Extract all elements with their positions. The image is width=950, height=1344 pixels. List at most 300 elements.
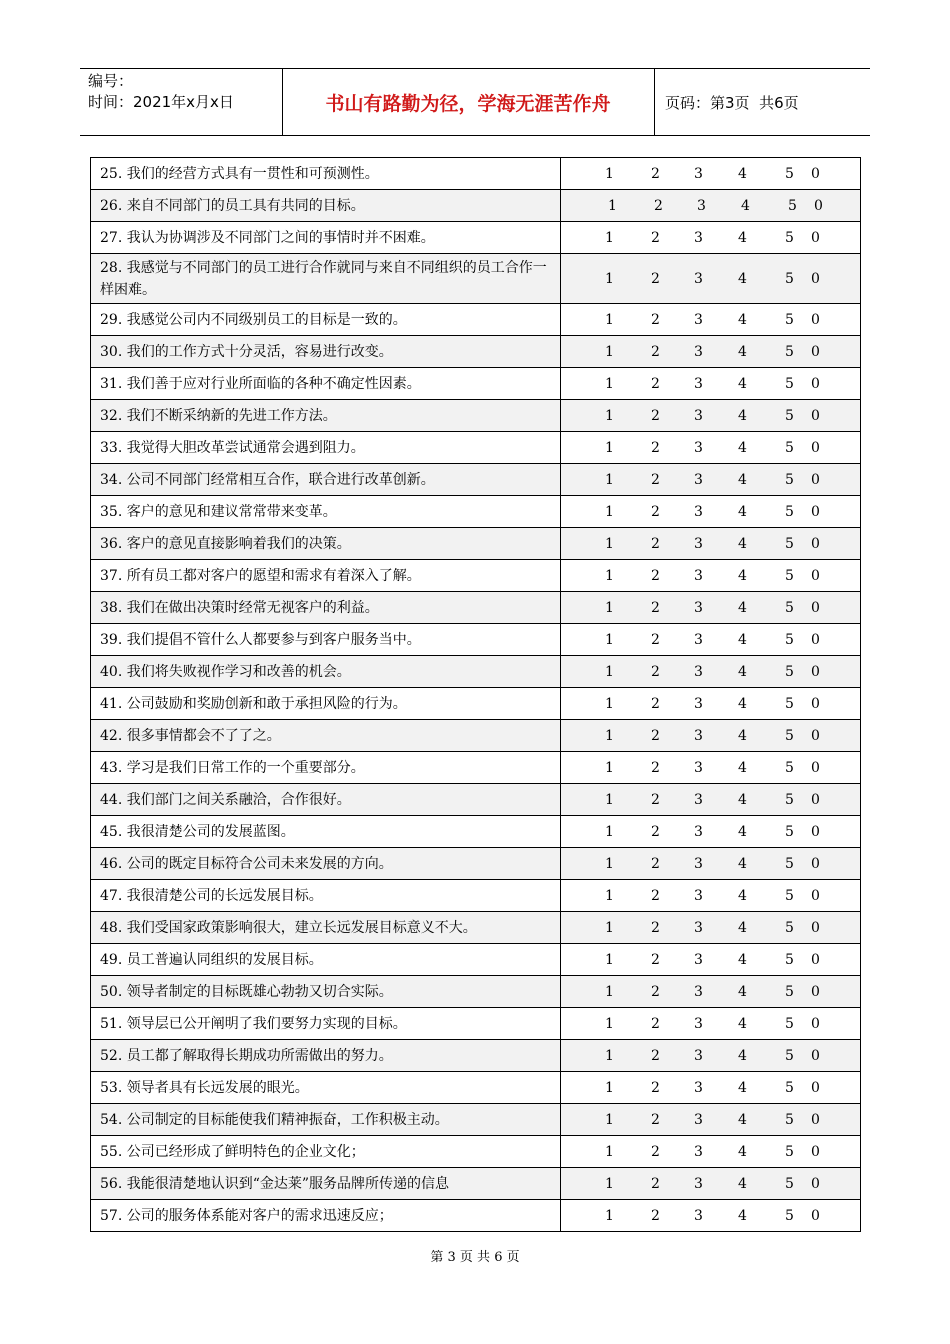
question-number: 33. <box>100 439 123 456</box>
rating-option[interactable]: 2 <box>651 919 660 936</box>
question-text: 员工都了解取得长期成功所需做出的努力。 <box>126 1047 393 1064</box>
rating-option[interactable]: 1 <box>605 791 614 808</box>
rating-option[interactable]: 4 <box>738 951 747 968</box>
rating-option[interactable]: 1 <box>605 1015 614 1032</box>
rating-option[interactable]: 5 <box>788 197 797 214</box>
rating-scale <box>561 368 861 400</box>
table-row <box>91 528 861 560</box>
rating-option[interactable]: 1 <box>605 503 614 520</box>
table-row <box>91 688 861 720</box>
rating-option[interactable]: 2 <box>651 1175 660 1192</box>
rating-option[interactable]: 3 <box>694 855 703 872</box>
rating-option[interactable]: 0 <box>811 1047 820 1064</box>
question-number: 41. <box>100 695 123 712</box>
question-text: 很多事情都会不了了之。 <box>126 727 281 744</box>
rating-option[interactable]: 1 <box>605 471 614 488</box>
rating-option[interactable]: 1 <box>605 1047 614 1064</box>
question-number: 55. <box>100 1143 123 1160</box>
rating-option[interactable]: 5 <box>785 311 794 328</box>
rating-option[interactable]: 1 <box>605 631 614 648</box>
rating-option[interactable]: 0 <box>811 855 820 872</box>
rating-option[interactable]: 5 <box>785 407 794 424</box>
rating-option[interactable]: 4 <box>738 791 747 808</box>
rating-option[interactable]: 1 <box>605 1175 614 1192</box>
rating-option[interactable]: 0 <box>811 439 820 456</box>
rating-scale <box>561 1072 861 1104</box>
rating-scale <box>561 976 861 1008</box>
rating-option[interactable]: 5 <box>785 439 794 456</box>
rating-option[interactable]: 1 <box>605 727 614 744</box>
question-cell <box>91 1200 561 1232</box>
rating-option[interactable]: 0 <box>811 503 820 520</box>
rating-option[interactable]: 5 <box>785 631 794 648</box>
question-number: 45. <box>100 823 123 840</box>
rating-option[interactable]: 4 <box>738 567 747 584</box>
question-cell <box>91 336 561 368</box>
table-row <box>91 1008 861 1040</box>
rating-option[interactable]: 3 <box>697 197 706 214</box>
rating-option[interactable]: 0 <box>811 663 820 680</box>
table-row <box>91 944 861 976</box>
rating-option[interactable]: 5 <box>785 1143 794 1160</box>
question-text: 公司已经形成了鲜明特色的企业文化； <box>126 1143 365 1160</box>
rating-option[interactable]: 4 <box>738 631 747 648</box>
rating-option[interactable]: 4 <box>738 727 747 744</box>
rating-option[interactable]: 5 <box>785 791 794 808</box>
rating-option[interactable]: 2 <box>651 439 660 456</box>
rating-option[interactable]: 1 <box>605 1207 614 1224</box>
question-text: 客户的意见直接影响着我们的决策。 <box>126 535 351 552</box>
rating-scale <box>561 1040 861 1072</box>
rating-option[interactable]: 1 <box>605 343 614 360</box>
table-row <box>91 464 861 496</box>
rating-option[interactable]: 3 <box>694 503 703 520</box>
rating-option[interactable]: 2 <box>651 229 660 246</box>
rating-option[interactable]: 3 <box>694 1015 703 1032</box>
rating-option[interactable]: 5 <box>785 229 794 246</box>
rating-option[interactable]: 0 <box>811 1175 820 1192</box>
rating-scale <box>561 944 861 976</box>
rating-option[interactable]: 3 <box>694 1207 703 1224</box>
rating-option[interactable]: 1 <box>605 1143 614 1160</box>
rating-scale <box>561 432 861 464</box>
rating-option[interactable]: 2 <box>651 165 660 182</box>
rating-option[interactable]: 3 <box>694 439 703 456</box>
question-number: 57. <box>100 1207 123 1224</box>
rating-option[interactable]: 3 <box>694 407 703 424</box>
rating-option[interactable]: 3 <box>694 759 703 776</box>
rating-option[interactable]: 5 <box>785 1175 794 1192</box>
rating-option[interactable]: 5 <box>785 919 794 936</box>
rating-option[interactable]: 5 <box>785 503 794 520</box>
question-text: 我们不断采纳新的先进工作方法。 <box>126 407 337 424</box>
question-cell <box>91 688 561 720</box>
rating-option[interactable]: 3 <box>694 535 703 552</box>
rating-option[interactable]: 1 <box>605 695 614 712</box>
rating-option[interactable]: 2 <box>651 663 660 680</box>
rating-option[interactable]: 2 <box>651 599 660 616</box>
rating-option[interactable]: 3 <box>694 270 703 287</box>
rating-option[interactable]: 1 <box>605 229 614 246</box>
rating-scale <box>561 254 861 304</box>
question-text: 我能很清楚地认识到“金达莱”服务品牌所传递的信息 <box>126 1175 450 1192</box>
table-row <box>91 1040 861 1072</box>
rating-option[interactable]: 0 <box>811 375 820 392</box>
rating-option[interactable]: 5 <box>785 270 794 287</box>
rating-option[interactable]: 4 <box>738 1015 747 1032</box>
rating-option[interactable]: 0 <box>811 695 820 712</box>
rating-option[interactable]: 4 <box>738 663 747 680</box>
rating-option[interactable]: 3 <box>694 165 703 182</box>
rating-option[interactable]: 0 <box>811 919 820 936</box>
rating-option[interactable]: 4 <box>738 1111 747 1128</box>
rating-option[interactable]: 1 <box>605 375 614 392</box>
question-cell <box>91 560 561 592</box>
rating-option[interactable]: 5 <box>785 165 794 182</box>
question-cell <box>91 1168 561 1200</box>
rating-option[interactable]: 0 <box>811 951 820 968</box>
rating-option[interactable]: 0 <box>811 823 820 840</box>
table-row <box>91 1104 861 1136</box>
question-cell <box>91 1072 561 1104</box>
rating-option[interactable]: 4 <box>738 823 747 840</box>
rating-scale <box>561 784 861 816</box>
question-number: 25. <box>100 165 123 182</box>
rating-option[interactable]: 3 <box>694 375 703 392</box>
rating-option[interactable]: 1 <box>605 823 614 840</box>
question-cell <box>91 944 561 976</box>
rating-option[interactable]: 1 <box>608 197 617 214</box>
rating-option[interactable]: 0 <box>811 631 820 648</box>
question-number: 53. <box>100 1079 123 1096</box>
question-text: 来自不同部门的员工具有共同的目标。 <box>126 197 365 214</box>
rating-option[interactable]: 1 <box>605 759 614 776</box>
rating-option[interactable]: 1 <box>605 663 614 680</box>
question-text: 我感觉与不同部门的员工进行合作就同与来自不同组织的员工合作一样困难。 <box>100 259 547 298</box>
question-text: 我们受国家政策影响很大，建立长远发展目标意义不大。 <box>126 919 477 936</box>
rating-option[interactable]: 0 <box>811 727 820 744</box>
question-number: 29. <box>100 311 123 328</box>
rating-option[interactable]: 3 <box>694 983 703 1000</box>
rating-option[interactable]: 2 <box>651 270 660 287</box>
question-cell <box>91 880 561 912</box>
question-text: 我很清楚公司的长远发展目标。 <box>126 887 323 904</box>
rating-option[interactable]: 0 <box>811 791 820 808</box>
rating-option[interactable]: 2 <box>651 343 660 360</box>
rating-option[interactable]: 4 <box>738 919 747 936</box>
rating-option[interactable]: 2 <box>654 197 663 214</box>
question-number: 49. <box>100 951 123 968</box>
rating-option[interactable]: 5 <box>785 375 794 392</box>
rating-option[interactable]: 0 <box>811 887 820 904</box>
rating-option[interactable]: 4 <box>738 1143 747 1160</box>
rating-option[interactable]: 2 <box>651 503 660 520</box>
rating-option[interactable]: 4 <box>738 1079 747 1096</box>
rating-option[interactable]: 0 <box>811 759 820 776</box>
rating-option[interactable]: 0 <box>811 229 820 246</box>
rating-option[interactable]: 2 <box>651 887 660 904</box>
rating-option[interactable]: 5 <box>785 1207 794 1224</box>
rating-option[interactable]: 4 <box>738 887 747 904</box>
rating-option[interactable]: 0 <box>811 471 820 488</box>
rating-option[interactable]: 4 <box>738 855 747 872</box>
rating-option[interactable]: 1 <box>605 270 614 287</box>
table-row <box>91 560 861 592</box>
table-row <box>91 190 861 222</box>
rating-option[interactable]: 2 <box>651 407 660 424</box>
rating-option[interactable]: 2 <box>651 823 660 840</box>
question-text: 公司制定的目标能使我们精神振奋，工作积极主动。 <box>126 1111 449 1128</box>
rating-option[interactable]: 4 <box>738 535 747 552</box>
rating-option[interactable]: 5 <box>785 1047 794 1064</box>
rating-option[interactable]: 3 <box>694 229 703 246</box>
rating-option[interactable]: 2 <box>651 1015 660 1032</box>
question-text: 我们善于应对行业所面临的各种不确定性因素。 <box>126 375 421 392</box>
rating-option[interactable]: 1 <box>605 165 614 182</box>
table-row <box>91 1168 861 1200</box>
rating-scale <box>561 720 861 752</box>
question-text: 我感觉公司内不同级别员工的目标是一致的。 <box>126 311 407 328</box>
rating-option[interactable]: 5 <box>785 1015 794 1032</box>
rating-option[interactable]: 1 <box>605 855 614 872</box>
question-cell <box>91 158 561 190</box>
table-row <box>91 1072 861 1104</box>
rating-option[interactable]: 0 <box>811 165 820 182</box>
rating-option[interactable]: 1 <box>605 407 614 424</box>
rating-option[interactable]: 2 <box>651 727 660 744</box>
rating-option[interactable]: 2 <box>651 759 660 776</box>
rating-option[interactable]: 5 <box>785 343 794 360</box>
rating-option[interactable]: 4 <box>741 197 750 214</box>
rating-option[interactable]: 3 <box>694 695 703 712</box>
table-row <box>91 752 861 784</box>
question-number: 44. <box>100 791 123 808</box>
rating-option[interactable]: 2 <box>651 1079 660 1096</box>
rating-option[interactable]: 3 <box>694 631 703 648</box>
rating-option[interactable]: 3 <box>694 951 703 968</box>
rating-option[interactable]: 3 <box>694 471 703 488</box>
table-row <box>91 880 861 912</box>
rating-scale <box>561 528 861 560</box>
rating-option[interactable]: 5 <box>785 1111 794 1128</box>
rating-scale <box>561 336 861 368</box>
rating-option[interactable]: 5 <box>785 567 794 584</box>
rating-option[interactable]: 4 <box>738 471 747 488</box>
rating-option[interactable]: 5 <box>785 471 794 488</box>
question-number: 56. <box>100 1175 123 1192</box>
rating-option[interactable]: 2 <box>651 983 660 1000</box>
rating-option[interactable]: 0 <box>811 1207 820 1224</box>
rating-option[interactable]: 1 <box>605 439 614 456</box>
rating-scale <box>561 1136 861 1168</box>
document-date: 时间：2021年x月x日 <box>88 93 234 111</box>
rating-scale <box>561 222 861 254</box>
table-row <box>91 720 861 752</box>
header-meta <box>88 71 234 113</box>
rating-option[interactable]: 1 <box>605 919 614 936</box>
rating-option[interactable]: 5 <box>785 983 794 1000</box>
table-row <box>91 496 861 528</box>
rating-option[interactable]: 3 <box>694 1111 703 1128</box>
rating-option[interactable]: 0 <box>811 535 820 552</box>
rating-option[interactable]: 0 <box>811 1143 820 1160</box>
rating-option[interactable]: 5 <box>785 1079 794 1096</box>
rating-option[interactable]: 3 <box>694 727 703 744</box>
rating-option[interactable]: 2 <box>651 535 660 552</box>
rating-option[interactable]: 2 <box>651 855 660 872</box>
rating-option[interactable]: 3 <box>694 343 703 360</box>
rating-option[interactable]: 1 <box>605 311 614 328</box>
rating-option[interactable]: 5 <box>785 663 794 680</box>
question-number: 27. <box>100 229 123 246</box>
question-text: 我们的工作方式十分灵活，容易进行改变。 <box>126 343 393 360</box>
question-text: 我认为协调涉及不同部门之间的事情时并不困难。 <box>126 229 435 246</box>
rating-option[interactable]: 1 <box>605 567 614 584</box>
question-number: 28. <box>100 259 123 276</box>
rating-option[interactable]: 2 <box>651 695 660 712</box>
rating-option[interactable]: 0 <box>811 983 820 1000</box>
rating-option[interactable]: 5 <box>785 599 794 616</box>
rating-scale <box>561 304 861 336</box>
rating-option[interactable]: 2 <box>651 1143 660 1160</box>
question-cell <box>91 592 561 624</box>
question-cell <box>91 190 561 222</box>
page-footer: 第 3 页 共 6 页 <box>430 1250 520 1265</box>
question-cell <box>91 400 561 432</box>
rating-option[interactable]: 5 <box>785 727 794 744</box>
rating-option[interactable]: 2 <box>651 791 660 808</box>
rating-option[interactable]: 4 <box>738 503 747 520</box>
question-text: 领导者制定的目标既雄心勃勃又切合实际。 <box>126 983 393 1000</box>
question-cell <box>91 720 561 752</box>
rating-option[interactable]: 4 <box>738 599 747 616</box>
rating-option[interactable]: 0 <box>811 567 820 584</box>
rating-option[interactable]: 4 <box>738 1207 747 1224</box>
rating-option[interactable]: 3 <box>694 311 703 328</box>
rating-option[interactable]: 4 <box>738 311 747 328</box>
question-cell <box>91 254 561 304</box>
rating-option[interactable]: 3 <box>694 663 703 680</box>
question-number: 30. <box>100 343 123 360</box>
rating-option[interactable]: 5 <box>785 759 794 776</box>
rating-option[interactable]: 1 <box>605 535 614 552</box>
question-number: 46. <box>100 855 123 872</box>
rating-option[interactable]: 2 <box>651 631 660 648</box>
question-text: 我们的经营方式具有一贯性和可预测性。 <box>126 165 379 182</box>
rating-option[interactable]: 4 <box>738 983 747 1000</box>
rating-scale <box>561 1200 861 1232</box>
rating-scale <box>561 400 861 432</box>
question-text: 员工普遍认同组织的发展目标。 <box>126 951 323 968</box>
rating-option[interactable]: 0 <box>811 1015 820 1032</box>
rating-option[interactable]: 3 <box>694 791 703 808</box>
rating-option[interactable]: 1 <box>605 887 614 904</box>
question-cell <box>91 752 561 784</box>
table-row <box>91 592 861 624</box>
rating-option[interactable]: 1 <box>605 951 614 968</box>
rating-option[interactable]: 5 <box>785 887 794 904</box>
rating-option[interactable]: 1 <box>605 1111 614 1128</box>
rating-option[interactable]: 5 <box>785 535 794 552</box>
rating-option[interactable]: 4 <box>738 759 747 776</box>
rating-scale <box>561 464 861 496</box>
question-number: 54. <box>100 1111 123 1128</box>
rating-option[interactable]: 4 <box>738 407 747 424</box>
rating-option[interactable]: 5 <box>785 823 794 840</box>
rating-option[interactable]: 3 <box>694 1079 703 1096</box>
question-text: 我觉得大胆改革尝试通常会遇到阻力。 <box>126 439 365 456</box>
rating-option[interactable]: 2 <box>651 1207 660 1224</box>
rating-option[interactable]: 0 <box>811 1079 820 1096</box>
table-row <box>91 1136 861 1168</box>
rating-option[interactable]: 4 <box>738 229 747 246</box>
rating-option[interactable]: 3 <box>694 887 703 904</box>
question-number: 52. <box>100 1047 123 1064</box>
rating-option[interactable]: 0 <box>811 311 820 328</box>
rating-option[interactable]: 4 <box>738 439 747 456</box>
question-number: 34. <box>100 471 123 488</box>
question-text: 学习是我们日常工作的一个重要部分。 <box>126 759 365 776</box>
rating-option[interactable]: 3 <box>694 1175 703 1192</box>
rating-option[interactable]: 1 <box>605 599 614 616</box>
rating-option[interactable]: 5 <box>785 951 794 968</box>
question-text: 公司不同部门经常相互合作，联合进行改革创新。 <box>126 471 435 488</box>
rating-option[interactable]: 3 <box>694 1143 703 1160</box>
rating-option[interactable]: 5 <box>785 695 794 712</box>
rating-option[interactable]: 2 <box>651 375 660 392</box>
rating-option[interactable]: 2 <box>651 1111 660 1128</box>
rating-scale <box>561 688 861 720</box>
rating-option[interactable]: 2 <box>651 567 660 584</box>
rating-option[interactable]: 0 <box>811 343 820 360</box>
rating-option[interactable]: 0 <box>811 407 820 424</box>
question-text: 我很清楚公司的发展蓝图。 <box>126 823 295 840</box>
rating-option[interactable]: 4 <box>738 1047 747 1064</box>
rating-option[interactable]: 4 <box>738 270 747 287</box>
rating-option[interactable]: 5 <box>785 855 794 872</box>
question-text: 我们提倡不管什么人都要参与到客户服务当中。 <box>126 631 421 648</box>
rating-option[interactable]: 0 <box>814 197 823 214</box>
rating-option[interactable]: 2 <box>651 311 660 328</box>
rating-option[interactable]: 1 <box>605 983 614 1000</box>
rating-option[interactable]: 4 <box>738 165 747 182</box>
rating-option[interactable]: 2 <box>651 951 660 968</box>
rating-option[interactable]: 2 <box>651 471 660 488</box>
rating-option[interactable]: 3 <box>694 823 703 840</box>
rating-option[interactable]: 0 <box>811 599 820 616</box>
rating-option[interactable]: 4 <box>738 375 747 392</box>
rating-option[interactable]: 3 <box>694 599 703 616</box>
rating-option[interactable]: 0 <box>811 270 820 287</box>
rating-option[interactable]: 3 <box>694 1047 703 1064</box>
page-header <box>80 68 870 136</box>
question-text: 客户的意见和建议常常带来变革。 <box>126 503 337 520</box>
rating-scale <box>561 190 861 222</box>
rating-option[interactable]: 3 <box>694 919 703 936</box>
question-text: 领导者具有长远发展的眼光。 <box>126 1079 309 1096</box>
question-cell <box>91 528 561 560</box>
rating-scale <box>561 816 861 848</box>
rating-option[interactable]: 0 <box>811 1111 820 1128</box>
rating-option[interactable]: 1 <box>605 1079 614 1096</box>
rating-option[interactable]: 4 <box>738 695 747 712</box>
rating-option[interactable]: 4 <box>738 343 747 360</box>
rating-option[interactable]: 2 <box>651 1047 660 1064</box>
rating-option[interactable]: 4 <box>738 1175 747 1192</box>
rating-option[interactable]: 3 <box>694 567 703 584</box>
question-number: 40. <box>100 663 123 680</box>
rating-scale <box>561 560 861 592</box>
